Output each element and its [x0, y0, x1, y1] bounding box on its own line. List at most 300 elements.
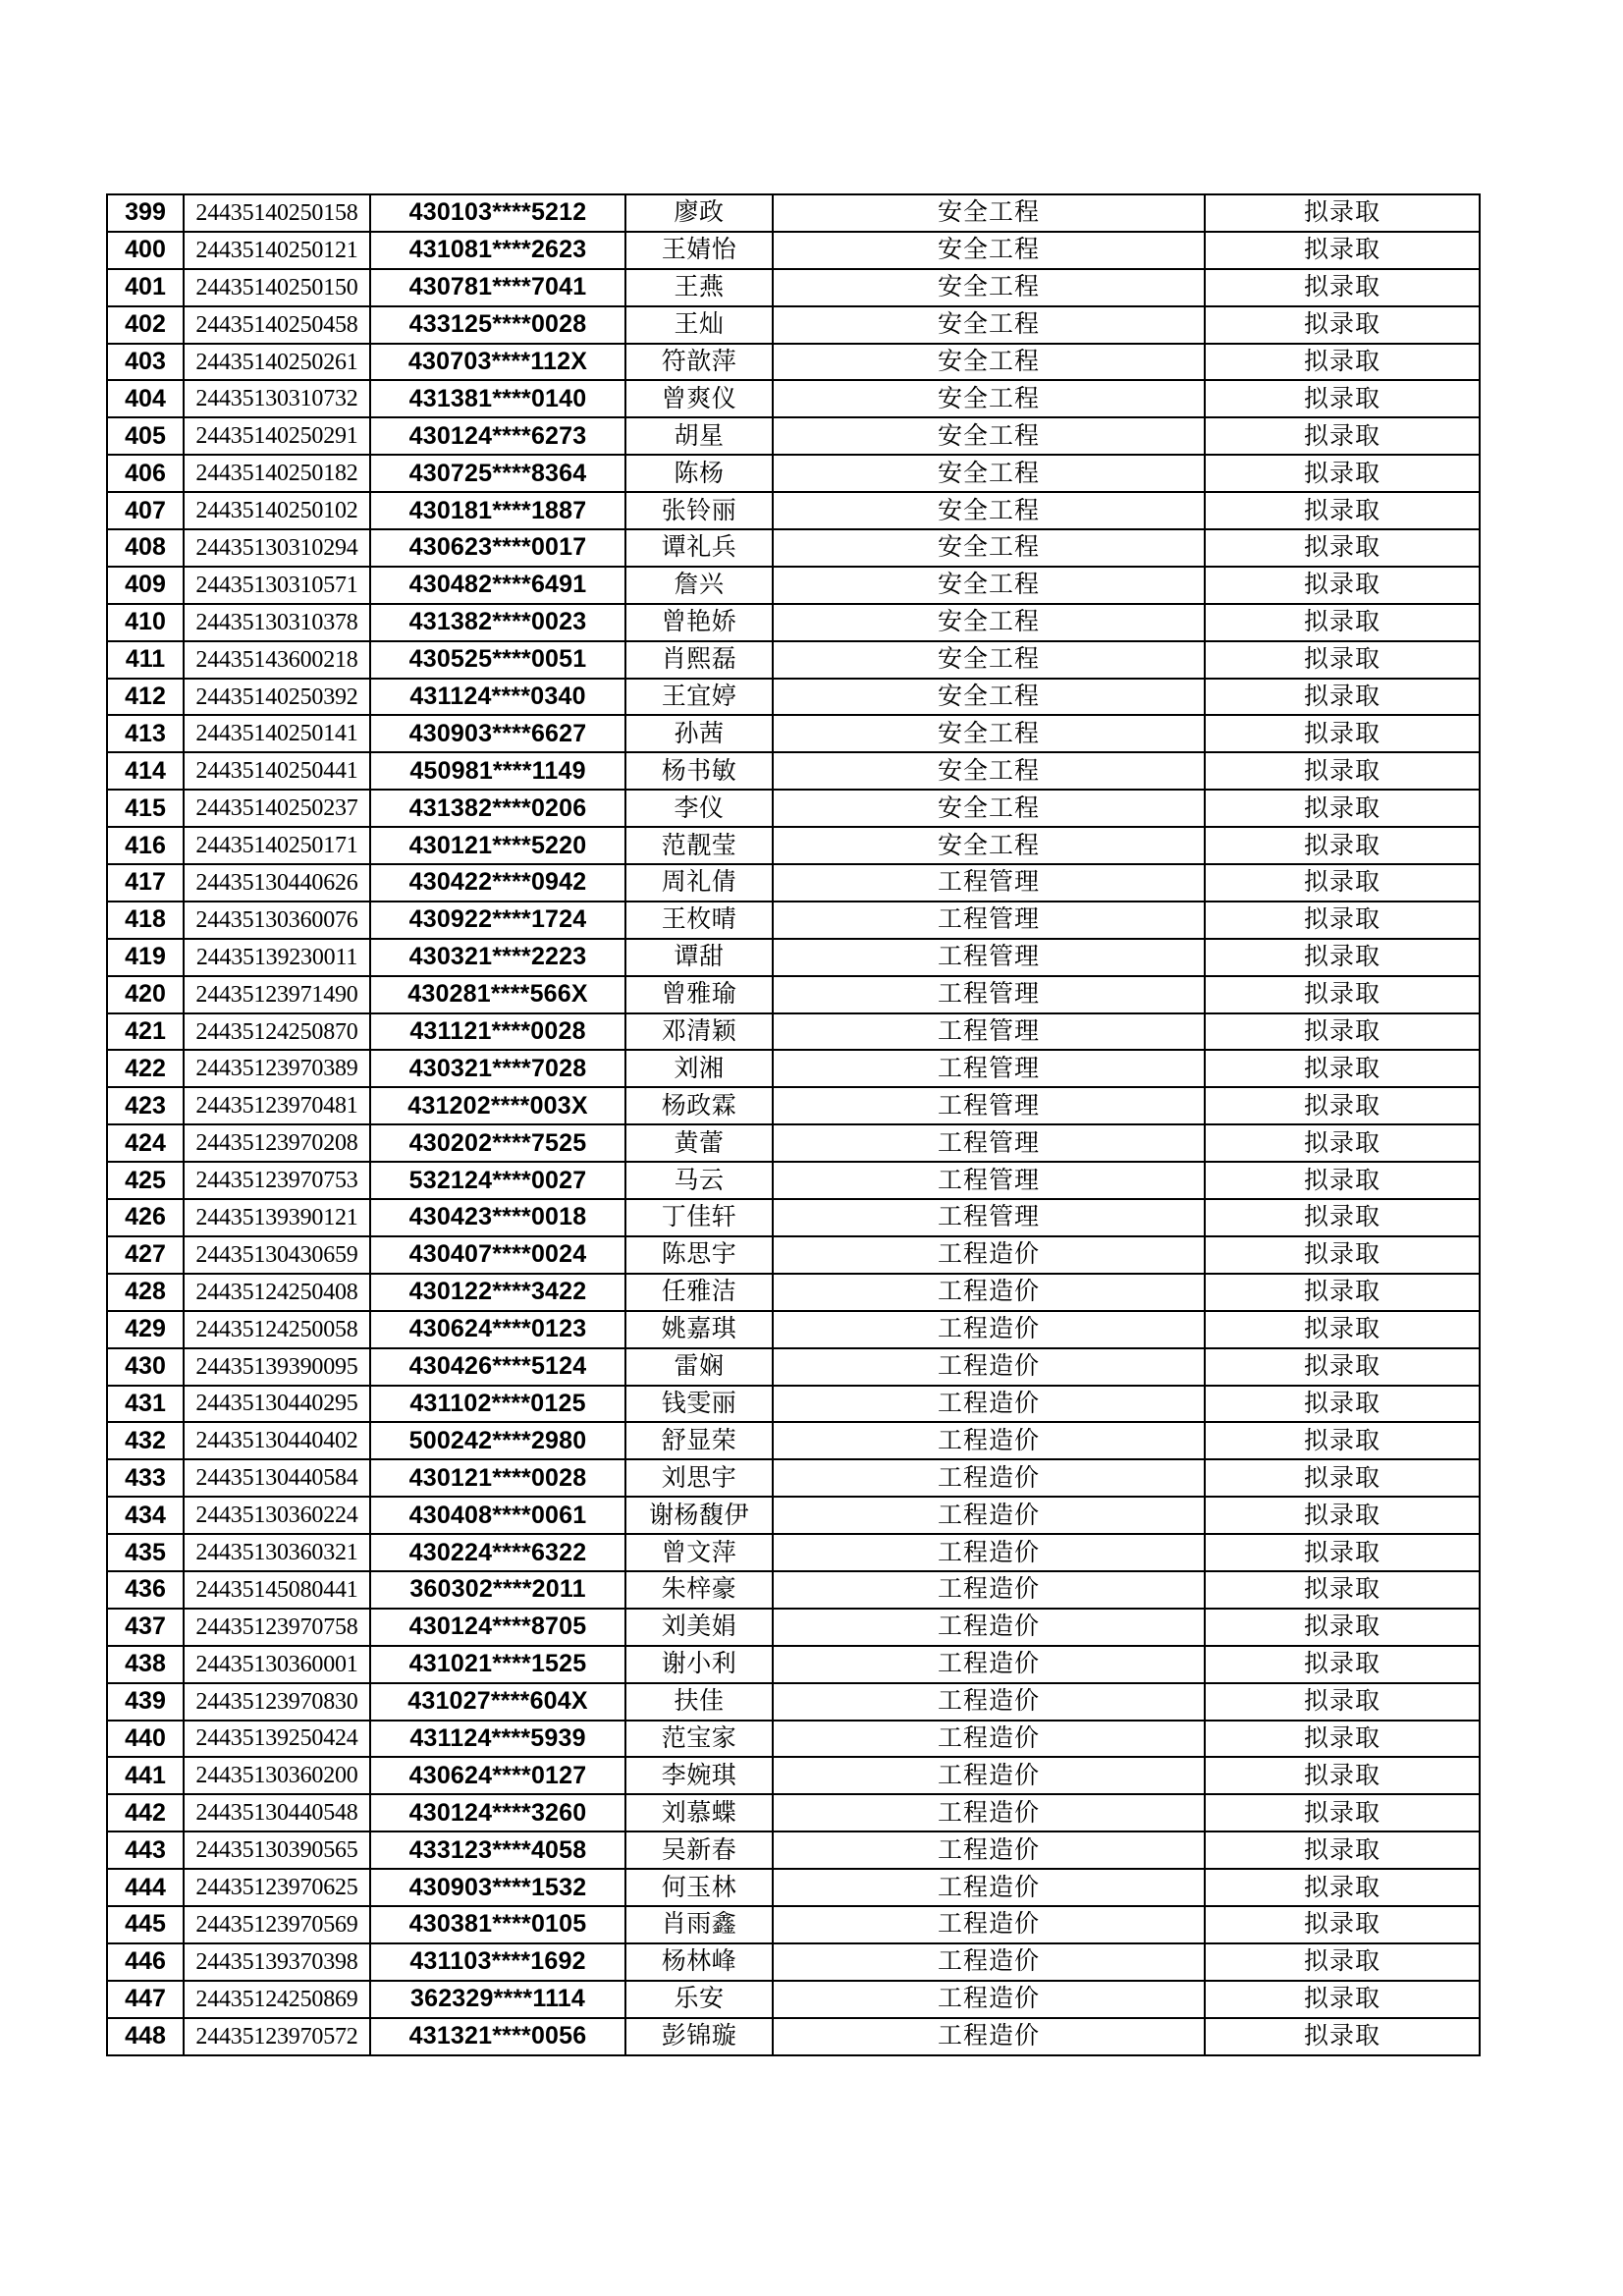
id-card-cell: 430224****6322 [370, 1534, 625, 1571]
serial-number-cell: 435 [107, 1534, 184, 1571]
serial-number-cell: 415 [107, 790, 184, 827]
admission-status-cell: 拟录取 [1205, 1534, 1480, 1571]
exam-number-cell: 24435130360224 [184, 1497, 370, 1534]
serial-number-cell: 421 [107, 1013, 184, 1051]
major-cell: 工程管理 [773, 1199, 1205, 1236]
id-card-cell: 362329****1114 [370, 1981, 625, 2018]
exam-number-cell: 24435123970753 [184, 1162, 370, 1199]
serial-number-cell: 404 [107, 380, 184, 417]
id-card-cell: 430321****7028 [370, 1050, 625, 1087]
admission-status-cell: 拟录取 [1205, 1609, 1480, 1646]
serial-number-cell: 445 [107, 1906, 184, 1943]
major-cell: 工程造价 [773, 1459, 1205, 1497]
exam-number-cell: 24435140250237 [184, 790, 370, 827]
candidate-name-cell: 张铃丽 [625, 492, 773, 529]
exam-number-cell: 24435130440295 [184, 1386, 370, 1423]
serial-number-cell: 400 [107, 232, 184, 269]
serial-number-cell: 422 [107, 1050, 184, 1087]
serial-number-cell: 431 [107, 1386, 184, 1423]
id-card-cell: 430903****6627 [370, 715, 625, 752]
candidate-name-cell: 谭礼兵 [625, 529, 773, 567]
exam-number-cell: 24435140250441 [184, 752, 370, 790]
major-cell: 工程造价 [773, 1869, 1205, 1906]
major-cell: 工程造价 [773, 1497, 1205, 1534]
serial-number-cell: 434 [107, 1497, 184, 1534]
admission-status-cell: 拟录取 [1205, 380, 1480, 417]
candidate-name-cell: 周礼倩 [625, 864, 773, 902]
exam-number-cell: 24435139250424 [184, 1721, 370, 1758]
table-row [107, 1386, 1480, 1423]
table-row [107, 1348, 1480, 1386]
admission-status-cell: 拟录取 [1205, 1906, 1480, 1943]
admission-table-container [106, 193, 1479, 2056]
id-card-cell: 430624****0123 [370, 1311, 625, 1348]
candidate-name-cell: 杨书敏 [625, 752, 773, 790]
exam-number-cell: 24435140250261 [184, 344, 370, 381]
exam-number-cell: 24435123970208 [184, 1124, 370, 1162]
admission-status-cell: 拟录取 [1205, 567, 1480, 604]
table-row [107, 455, 1480, 492]
table-row [107, 604, 1480, 641]
candidate-name-cell: 肖熙磊 [625, 641, 773, 679]
exam-number-cell: 24435124250869 [184, 1981, 370, 2018]
id-card-cell: 430525****0051 [370, 641, 625, 679]
candidate-name-cell: 杨政霖 [625, 1087, 773, 1124]
exam-number-cell: 24435130440626 [184, 864, 370, 902]
major-cell: 工程管理 [773, 1087, 1205, 1124]
major-cell: 工程造价 [773, 1236, 1205, 1274]
serial-number-cell: 430 [107, 1348, 184, 1386]
id-card-cell: 430124****8705 [370, 1609, 625, 1646]
id-card-cell: 430121****5220 [370, 827, 625, 864]
admission-status-cell: 拟录取 [1205, 1348, 1480, 1386]
table-row [107, 344, 1480, 381]
serial-number-cell: 411 [107, 641, 184, 679]
serial-number-cell: 433 [107, 1459, 184, 1497]
candidate-name-cell: 范宝家 [625, 1721, 773, 1758]
id-card-cell: 433125****0028 [370, 306, 625, 344]
major-cell: 工程管理 [773, 1050, 1205, 1087]
exam-number-cell: 24435130440402 [184, 1422, 370, 1459]
candidate-name-cell: 马云 [625, 1162, 773, 1199]
major-cell: 安全工程 [773, 752, 1205, 790]
exam-number-cell: 24435123970389 [184, 1050, 370, 1087]
exam-number-cell: 24435139390121 [184, 1199, 370, 1236]
serial-number-cell: 440 [107, 1721, 184, 1758]
candidate-name-cell: 黄蕾 [625, 1124, 773, 1162]
major-cell: 工程管理 [773, 902, 1205, 939]
exam-number-cell: 24435140250150 [184, 269, 370, 306]
candidate-name-cell: 王枚晴 [625, 902, 773, 939]
admission-status-cell: 拟录取 [1205, 1124, 1480, 1162]
candidate-name-cell: 孙茜 [625, 715, 773, 752]
id-card-cell: 430202****7525 [370, 1124, 625, 1162]
exam-number-cell: 24435139370398 [184, 1943, 370, 1981]
serial-number-cell: 443 [107, 1831, 184, 1869]
major-cell: 工程造价 [773, 1646, 1205, 1683]
table-row [107, 1646, 1480, 1683]
id-card-cell: 431124****5939 [370, 1721, 625, 1758]
table-row [107, 1943, 1480, 1981]
admission-status-cell: 拟录取 [1205, 1199, 1480, 1236]
table-row [107, 1683, 1480, 1721]
candidate-name-cell: 刘思宇 [625, 1459, 773, 1497]
candidate-name-cell: 曾文萍 [625, 1534, 773, 1571]
candidate-name-cell: 陈思宇 [625, 1236, 773, 1274]
candidate-name-cell: 曾艳娇 [625, 604, 773, 641]
admission-status-cell: 拟录取 [1205, 1757, 1480, 1794]
exam-number-cell: 24435130440584 [184, 1459, 370, 1497]
major-cell: 工程管理 [773, 864, 1205, 902]
admission-status-cell: 拟录取 [1205, 455, 1480, 492]
exam-number-cell: 24435123970569 [184, 1906, 370, 1943]
admission-status-cell: 拟录取 [1205, 1683, 1480, 1721]
id-card-cell: 430122****3422 [370, 1274, 625, 1311]
exam-number-cell: 24435130310378 [184, 604, 370, 641]
serial-number-cell: 414 [107, 752, 184, 790]
major-cell: 工程造价 [773, 1386, 1205, 1423]
id-card-cell: 431027****604X [370, 1683, 625, 1721]
candidate-name-cell: 王灿 [625, 306, 773, 344]
exam-number-cell: 24435123970758 [184, 1609, 370, 1646]
major-cell: 安全工程 [773, 715, 1205, 752]
table-row [107, 1869, 1480, 1906]
serial-number-cell: 428 [107, 1274, 184, 1311]
exam-number-cell: 24435130360076 [184, 902, 370, 939]
table-row [107, 902, 1480, 939]
candidate-name-cell: 朱梓豪 [625, 1571, 773, 1609]
major-cell: 安全工程 [773, 306, 1205, 344]
exam-number-cell: 24435139230011 [184, 939, 370, 976]
serial-number-cell: 413 [107, 715, 184, 752]
serial-number-cell: 437 [107, 1609, 184, 1646]
admission-status-cell: 拟录取 [1205, 864, 1480, 902]
exam-number-cell: 24435140250158 [184, 194, 370, 232]
major-cell: 安全工程 [773, 194, 1205, 232]
candidate-name-cell: 陈杨 [625, 455, 773, 492]
id-card-cell: 430381****0105 [370, 1906, 625, 1943]
serial-number-cell: 409 [107, 567, 184, 604]
exam-number-cell: 24435130310571 [184, 567, 370, 604]
major-cell: 工程管理 [773, 1162, 1205, 1199]
id-card-cell: 430624****0127 [370, 1757, 625, 1794]
candidate-name-cell: 王宜婷 [625, 679, 773, 716]
major-cell: 安全工程 [773, 827, 1205, 864]
table-row [107, 529, 1480, 567]
exam-number-cell: 24435143600218 [184, 641, 370, 679]
candidate-name-cell: 邓清颖 [625, 1013, 773, 1051]
major-cell: 工程造价 [773, 1348, 1205, 1386]
exam-number-cell: 24435130360200 [184, 1757, 370, 1794]
exam-number-cell: 24435124250870 [184, 1013, 370, 1051]
candidate-name-cell: 乐安 [625, 1981, 773, 2018]
candidate-name-cell: 曾雅瑜 [625, 976, 773, 1013]
candidate-name-cell: 曾爽仪 [625, 380, 773, 417]
admission-table-body [107, 194, 1480, 2055]
exam-number-cell: 24435124250058 [184, 1311, 370, 1348]
admission-status-cell: 拟录取 [1205, 344, 1480, 381]
major-cell: 安全工程 [773, 567, 1205, 604]
id-card-cell: 430781****7041 [370, 269, 625, 306]
table-row [107, 269, 1480, 306]
id-card-cell: 430922****1724 [370, 902, 625, 939]
table-row [107, 567, 1480, 604]
admission-status-cell: 拟录取 [1205, 492, 1480, 529]
major-cell: 工程管理 [773, 1124, 1205, 1162]
id-card-cell: 360302****2011 [370, 1571, 625, 1609]
table-row [107, 715, 1480, 752]
major-cell: 工程管理 [773, 976, 1205, 1013]
serial-number-cell: 426 [107, 1199, 184, 1236]
table-row [107, 1459, 1480, 1497]
id-card-cell: 430423****0018 [370, 1199, 625, 1236]
serial-number-cell: 405 [107, 417, 184, 455]
serial-number-cell: 436 [107, 1571, 184, 1609]
major-cell: 工程造价 [773, 1534, 1205, 1571]
admission-status-cell: 拟录取 [1205, 1274, 1480, 1311]
table-row [107, 1534, 1480, 1571]
major-cell: 安全工程 [773, 380, 1205, 417]
serial-number-cell: 417 [107, 864, 184, 902]
serial-number-cell: 439 [107, 1683, 184, 1721]
table-row [107, 1050, 1480, 1087]
exam-number-cell: 24435145080441 [184, 1571, 370, 1609]
table-row [107, 306, 1480, 344]
serial-number-cell: 402 [107, 306, 184, 344]
table-row [107, 1274, 1480, 1311]
candidate-name-cell: 胡星 [625, 417, 773, 455]
candidate-name-cell: 杨林峰 [625, 1943, 773, 1981]
candidate-name-cell: 谢杨馥伊 [625, 1497, 773, 1534]
major-cell: 安全工程 [773, 641, 1205, 679]
candidate-name-cell: 谭甜 [625, 939, 773, 976]
serial-number-cell: 401 [107, 269, 184, 306]
table-row [107, 1609, 1480, 1646]
major-cell: 工程造价 [773, 1274, 1205, 1311]
major-cell: 工程造价 [773, 1311, 1205, 1348]
table-row [107, 1162, 1480, 1199]
candidate-name-cell: 扶佳 [625, 1683, 773, 1721]
admission-table [106, 193, 1481, 2056]
id-card-cell: 430903****1532 [370, 1869, 625, 1906]
table-row [107, 864, 1480, 902]
table-row [107, 1906, 1480, 1943]
serial-number-cell: 412 [107, 679, 184, 716]
serial-number-cell: 419 [107, 939, 184, 976]
id-card-cell: 431121****0028 [370, 1013, 625, 1051]
major-cell: 工程造价 [773, 1981, 1205, 2018]
serial-number-cell: 399 [107, 194, 184, 232]
exam-number-cell: 24435130390565 [184, 1831, 370, 1869]
major-cell: 安全工程 [773, 417, 1205, 455]
candidate-name-cell: 任雅洁 [625, 1274, 773, 1311]
admission-status-cell: 拟录取 [1205, 269, 1480, 306]
major-cell: 工程造价 [773, 1422, 1205, 1459]
exam-number-cell: 24435139390095 [184, 1348, 370, 1386]
table-row [107, 1422, 1480, 1459]
serial-number-cell: 442 [107, 1794, 184, 1831]
major-cell: 工程造价 [773, 1609, 1205, 1646]
admission-status-cell: 拟录取 [1205, 1943, 1480, 1981]
serial-number-cell: 447 [107, 1981, 184, 2018]
candidate-name-cell: 刘湘 [625, 1050, 773, 1087]
candidate-name-cell: 李婉琪 [625, 1757, 773, 1794]
id-card-cell: 431381****0140 [370, 380, 625, 417]
major-cell: 工程造价 [773, 1831, 1205, 1869]
candidate-name-cell: 詹兴 [625, 567, 773, 604]
candidate-name-cell: 王燕 [625, 269, 773, 306]
candidate-name-cell: 吴新春 [625, 1831, 773, 1869]
exam-number-cell: 24435130310732 [184, 380, 370, 417]
table-row [107, 1124, 1480, 1162]
major-cell: 工程造价 [773, 1721, 1205, 1758]
id-card-cell: 450981****1149 [370, 752, 625, 790]
admission-status-cell: 拟录取 [1205, 1050, 1480, 1087]
major-cell: 安全工程 [773, 492, 1205, 529]
candidate-name-cell: 刘美娟 [625, 1609, 773, 1646]
admission-status-cell: 拟录取 [1205, 827, 1480, 864]
id-card-cell: 430281****566X [370, 976, 625, 1013]
id-card-cell: 430623****0017 [370, 529, 625, 567]
exam-number-cell: 24435140250458 [184, 306, 370, 344]
exam-number-cell: 24435130440548 [184, 1794, 370, 1831]
major-cell: 工程造价 [773, 1757, 1205, 1794]
table-row [107, 2018, 1480, 2055]
exam-number-cell: 24435123970625 [184, 1869, 370, 1906]
admission-status-cell: 拟录取 [1205, 1459, 1480, 1497]
table-row [107, 1721, 1480, 1758]
exam-number-cell: 24435130430659 [184, 1236, 370, 1274]
table-row [107, 380, 1480, 417]
candidate-name-cell: 姚嘉琪 [625, 1311, 773, 1348]
exam-number-cell: 24435123970830 [184, 1683, 370, 1721]
candidate-name-cell: 雷娴 [625, 1348, 773, 1386]
serial-number-cell: 438 [107, 1646, 184, 1683]
table-row [107, 790, 1480, 827]
id-card-cell: 430422****0942 [370, 864, 625, 902]
exam-number-cell: 24435123970572 [184, 2018, 370, 2055]
id-card-cell: 433123****4058 [370, 1831, 625, 1869]
admission-status-cell: 拟录取 [1205, 1236, 1480, 1274]
major-cell: 安全工程 [773, 790, 1205, 827]
admission-status-cell: 拟录取 [1205, 232, 1480, 269]
id-card-cell: 430181****1887 [370, 492, 625, 529]
id-card-cell: 430703****112X [370, 344, 625, 381]
id-card-cell: 431021****1525 [370, 1646, 625, 1683]
major-cell: 工程造价 [773, 2018, 1205, 2055]
admission-status-cell: 拟录取 [1205, 976, 1480, 1013]
admission-status-cell: 拟录取 [1205, 1013, 1480, 1051]
table-row [107, 641, 1480, 679]
id-card-cell: 430408****0061 [370, 1497, 625, 1534]
exam-number-cell: 24435140250121 [184, 232, 370, 269]
id-card-cell: 430725****8364 [370, 455, 625, 492]
exam-number-cell: 24435140250182 [184, 455, 370, 492]
admission-status-cell: 拟录取 [1205, 417, 1480, 455]
major-cell: 安全工程 [773, 604, 1205, 641]
admission-status-cell: 拟录取 [1205, 1386, 1480, 1423]
admission-status-cell: 拟录取 [1205, 752, 1480, 790]
serial-number-cell: 407 [107, 492, 184, 529]
major-cell: 安全工程 [773, 455, 1205, 492]
id-card-cell: 431382****0023 [370, 604, 625, 641]
admission-status-cell: 拟录取 [1205, 1794, 1480, 1831]
exam-number-cell: 24435130310294 [184, 529, 370, 567]
table-row [107, 827, 1480, 864]
admission-status-cell: 拟录取 [1205, 1831, 1480, 1869]
exam-number-cell: 24435123970481 [184, 1087, 370, 1124]
table-row [107, 1571, 1480, 1609]
candidate-name-cell: 彭锦璇 [625, 2018, 773, 2055]
table-row [107, 1981, 1480, 2018]
candidate-name-cell: 舒显荣 [625, 1422, 773, 1459]
candidate-name-cell: 刘慕蝶 [625, 1794, 773, 1831]
serial-number-cell: 403 [107, 344, 184, 381]
table-row [107, 679, 1480, 716]
serial-number-cell: 446 [107, 1943, 184, 1981]
major-cell: 工程管理 [773, 1013, 1205, 1051]
admission-status-cell: 拟录取 [1205, 1311, 1480, 1348]
admission-status-cell: 拟录取 [1205, 790, 1480, 827]
table-row [107, 417, 1480, 455]
serial-number-cell: 432 [107, 1422, 184, 1459]
major-cell: 工程造价 [773, 1794, 1205, 1831]
serial-number-cell: 423 [107, 1087, 184, 1124]
exam-number-cell: 24435140250171 [184, 827, 370, 864]
id-card-cell: 430124****6273 [370, 417, 625, 455]
serial-number-cell: 427 [107, 1236, 184, 1274]
serial-number-cell: 425 [107, 1162, 184, 1199]
id-card-cell: 431321****0056 [370, 2018, 625, 2055]
exam-number-cell: 24435123971490 [184, 976, 370, 1013]
admission-status-cell: 拟录取 [1205, 1721, 1480, 1758]
major-cell: 工程造价 [773, 1683, 1205, 1721]
admission-status-cell: 拟录取 [1205, 1497, 1480, 1534]
major-cell: 工程造价 [773, 1943, 1205, 1981]
id-card-cell: 430482****6491 [370, 567, 625, 604]
exam-number-cell: 24435140250141 [184, 715, 370, 752]
id-card-cell: 430407****0024 [370, 1236, 625, 1274]
admission-status-cell: 拟录取 [1205, 1571, 1480, 1609]
table-row [107, 1794, 1480, 1831]
serial-number-cell: 416 [107, 827, 184, 864]
table-row [107, 976, 1480, 1013]
id-card-cell: 431102****0125 [370, 1386, 625, 1423]
admission-status-cell: 拟录取 [1205, 902, 1480, 939]
admission-status-cell: 拟录取 [1205, 306, 1480, 344]
admission-status-cell: 拟录取 [1205, 1162, 1480, 1199]
admission-status-cell: 拟录取 [1205, 604, 1480, 641]
serial-number-cell: 420 [107, 976, 184, 1013]
table-row [107, 1831, 1480, 1869]
serial-number-cell: 408 [107, 529, 184, 567]
id-card-cell: 500242****2980 [370, 1422, 625, 1459]
candidate-name-cell: 王婧怡 [625, 232, 773, 269]
candidate-name-cell: 廖政 [625, 194, 773, 232]
id-card-cell: 431202****003X [370, 1087, 625, 1124]
admission-status-cell: 拟录取 [1205, 1869, 1480, 1906]
major-cell: 安全工程 [773, 679, 1205, 716]
id-card-cell: 430103****5212 [370, 194, 625, 232]
candidate-name-cell: 谢小利 [625, 1646, 773, 1683]
table-row [107, 492, 1480, 529]
exam-number-cell: 24435140250291 [184, 417, 370, 455]
table-row [107, 194, 1480, 232]
candidate-name-cell: 何玉林 [625, 1869, 773, 1906]
admission-status-cell: 拟录取 [1205, 715, 1480, 752]
table-row [107, 1236, 1480, 1274]
serial-number-cell: 444 [107, 1869, 184, 1906]
